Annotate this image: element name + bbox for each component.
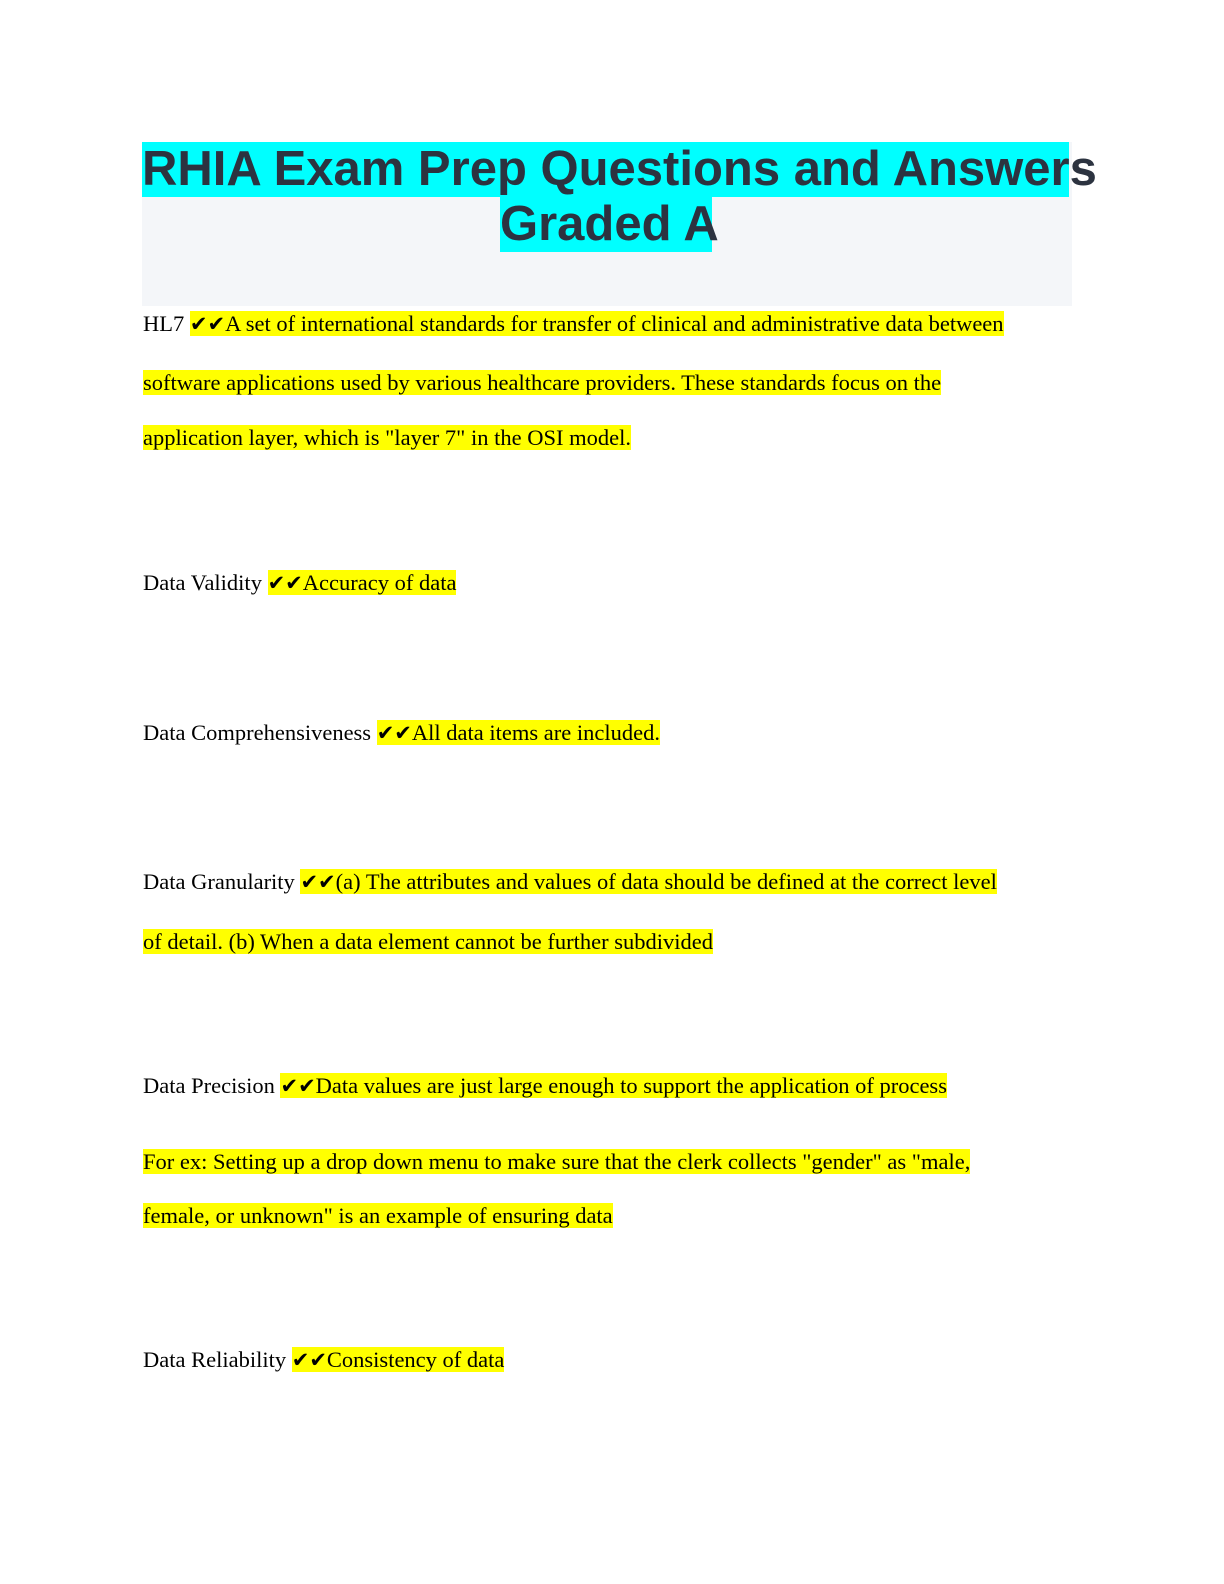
definition-data-comprehensiveness: ✔✔All data items are included.	[376, 720, 660, 745]
term-data-validity: Data Validity	[143, 570, 262, 595]
document-title-line-2: Graded A	[500, 197, 719, 251]
document-title-line-1: RHIA Exam Prep Questions and Answers	[142, 142, 1097, 196]
entry-data-reliability	[143, 1345, 504, 1375]
definition-text: of detail. (b) When a data element cannot be further subdivided	[143, 929, 713, 954]
entry-data-comprehensiveness	[143, 718, 660, 748]
double-check-icon: ✔✔	[376, 721, 412, 745]
entry-data-precision-line-1	[143, 1071, 947, 1101]
double-check-icon: ✔✔	[267, 571, 303, 595]
entry-hl7-line-2	[143, 368, 941, 398]
double-check-icon: ✔✔	[280, 1074, 316, 1098]
definition-text: For ex: Setting up a drop down menu to make sure that the clerk collects "gender" as "male,	[143, 1149, 971, 1174]
definition-data-validity: ✔✔Accuracy of data	[267, 570, 457, 595]
term-data-precision: Data Precision	[143, 1073, 275, 1098]
definition-data-reliability: ✔✔Consistency of data	[291, 1347, 505, 1372]
definition-text: female, or unknown" is an example of ensuring data	[143, 1203, 613, 1228]
definition-text: software applications used by various healthcare providers. These standards focus on the	[143, 370, 942, 395]
definition-data-granularity: ✔✔(a) The attributes and values of data should be defined at the correct level	[300, 869, 997, 894]
entry-data-precision-line-3	[143, 1201, 613, 1231]
entry-hl7-line-3	[143, 423, 631, 453]
entry-data-precision-line-2	[143, 1147, 970, 1177]
double-check-icon: ✔✔	[291, 1348, 327, 1372]
definition-hl7: ✔✔A set of international standards for transfer of clinical and administrative data between	[189, 311, 1004, 336]
entry-data-granularity-line-2	[143, 927, 713, 957]
entry-hl7-line-1	[143, 309, 1004, 339]
term-data-granularity: Data Granularity	[143, 869, 295, 894]
definition-text: application layer, which is "layer 7" in the OSI model.	[143, 425, 631, 450]
double-check-icon: ✔✔	[189, 312, 226, 336]
definition-data-precision: ✔✔Data values are just large enough to support the application of process	[280, 1073, 947, 1098]
entry-data-granularity-line-1	[143, 867, 997, 897]
entry-data-validity	[143, 568, 456, 598]
double-check-icon: ✔✔	[300, 870, 336, 894]
term-hl7: HL7	[143, 311, 185, 336]
term-data-reliability: Data Reliability	[143, 1347, 287, 1372]
term-data-comprehensiveness: Data Comprehensiveness	[143, 720, 372, 745]
